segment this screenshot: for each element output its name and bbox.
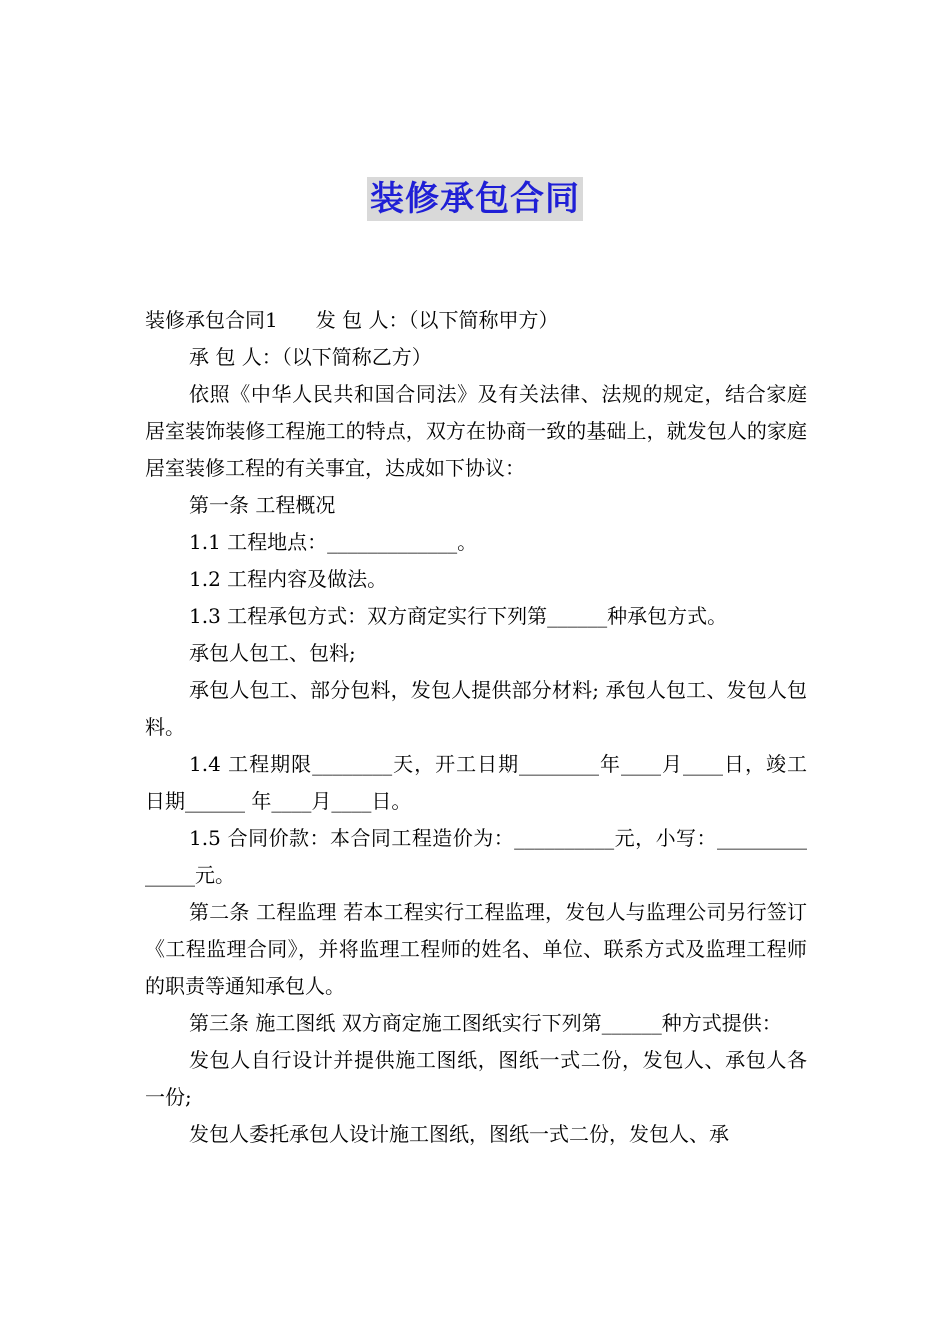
paragraph: 1.4 工程期限________天，开工日期________年____月____日，竣工日期______ 年____月____日。 <box>145 752 807 813</box>
section-heading: 第一条 工程概况 <box>189 493 336 517</box>
title-container <box>0 177 950 221</box>
paragraph: 发包人委托承包人设计施工图纸，图纸一式二份，发包人、承 <box>189 1122 729 1146</box>
paragraph: 1.5 合同价款：本合同工程造价为：__________元，小写：______________元。 <box>145 826 807 887</box>
section-heading: 第三条 施工图纸 双方商定施工图纸实行下列第______种方式提供： <box>189 1011 782 1035</box>
paragraph: 承包人包工、部分包料，发包人提供部分材料; 承包人包工、发包人包料。 <box>145 678 807 739</box>
paragraph: 1.1 工程地点：_____________。 <box>189 530 478 554</box>
document-body <box>145 302 807 1153</box>
document-title: 装修承包合同 <box>367 177 583 221</box>
paragraph: 承包人包工、包料; <box>189 641 356 665</box>
paragraph: 1.2 工程内容及做法。 <box>189 567 388 591</box>
paragraph: 发包人自行设计并提供施工图纸，图纸一式二份，发包人、承包人各一份; <box>145 1048 807 1109</box>
paragraph: 承 包 人：（以下简称乙方） <box>189 345 432 369</box>
paragraph: 1.3 工程承包方式：双方商定实行下列第______种承包方式。 <box>189 604 728 628</box>
paragraph: 依照《中华人民共和国合同法》及有关法律、法规的规定，结合家庭居室装饰装修工程施工的特点，双方在协商一致的基础上，就发包人的家庭居室装修工程的有关事宜，达成如下协议： <box>145 382 807 480</box>
paragraph-text: 发 包 人：（以下简称甲方） <box>315 308 559 332</box>
paragraph-intro <box>145 302 807 339</box>
section-heading: 第二条 工程监理 若本工程实行工程监理，发包人与监理公司另行签订《工程监理合同》，并将监理工程师的姓名、单位、联系方式及监理工程师的职责等通知承包人。 <box>145 900 807 998</box>
document-lead: 装修承包合同1 <box>145 308 278 332</box>
